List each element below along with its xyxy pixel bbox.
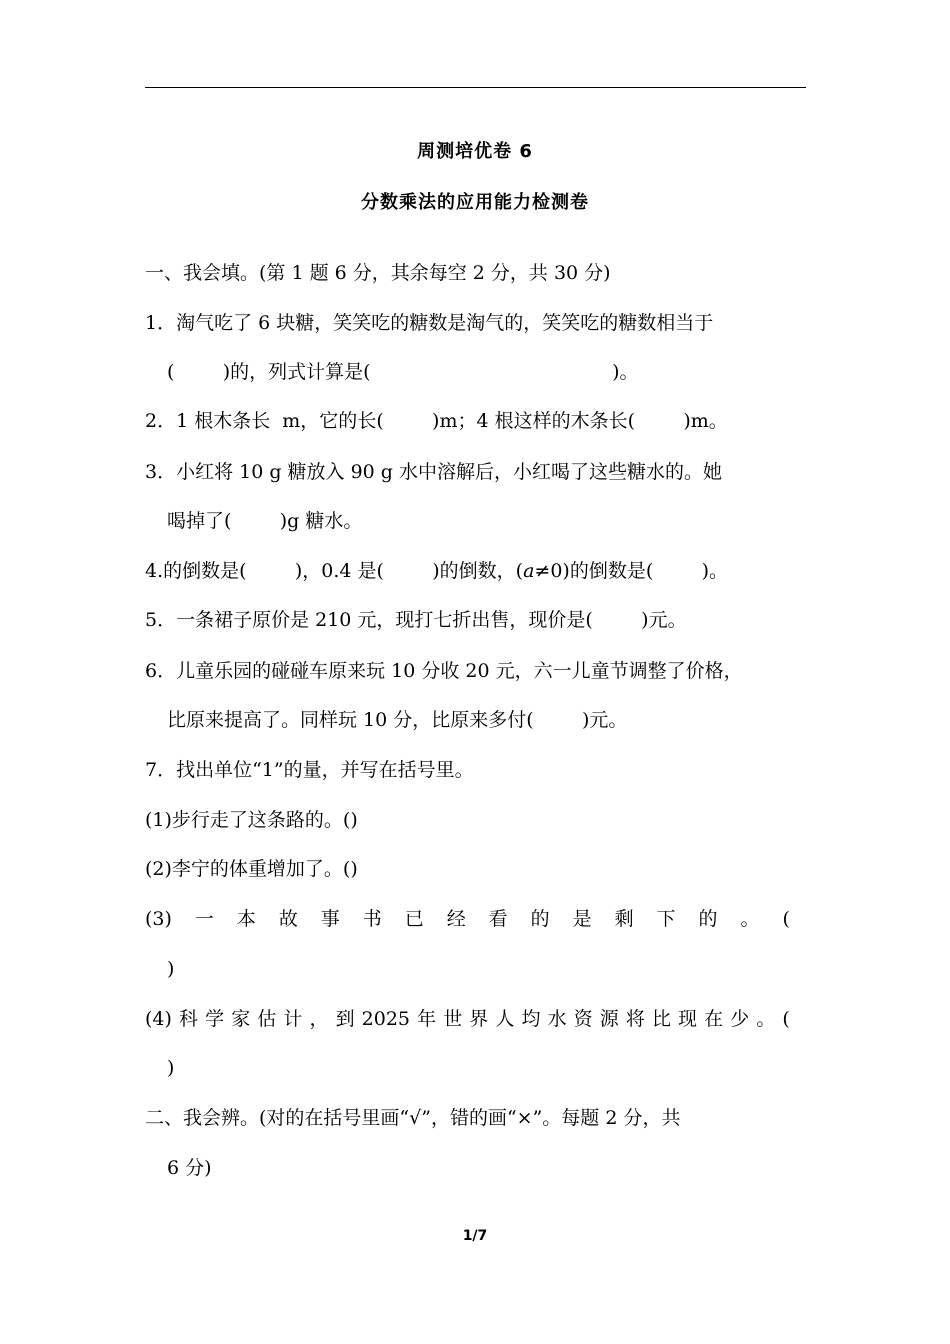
q7-part4-char: 家 <box>231 1008 251 1030</box>
q7-part4-char: ( <box>782 1008 790 1030</box>
q7-part3-char: 已 <box>404 908 424 930</box>
q7-part3-char: ( <box>782 908 790 930</box>
q4-variable: a <box>523 560 535 582</box>
q4 <box>145 559 728 583</box>
q7-part4-char: 2025 <box>361 1008 411 1030</box>
q7-part4-char: 在 <box>704 1008 724 1030</box>
q7-part3-line1 <box>145 907 790 931</box>
section2-heading-line1: 二、我会辨。(对的在括号里画“√”，错的画“×”。每题 2 分，共 <box>145 1107 681 1129</box>
q7-part4-char: 水 <box>547 1008 567 1030</box>
q7-part4-line2: ) <box>167 1057 175 1079</box>
q7-part3-char: 剩 <box>614 908 634 930</box>
page-number: 1/7 <box>462 1228 488 1244</box>
q2: 2．1 根木条长 m，它的长( )m；4 根这样的木条长( )m。 <box>145 410 728 432</box>
q7-part4-char: 估 <box>257 1008 277 1030</box>
q7-part4-char: 比 <box>651 1008 671 1030</box>
q7-part4-char: 源 <box>599 1008 619 1030</box>
q3-line2: 喝掉了( )g 糖水。 <box>167 510 363 532</box>
q6-line1: 6．儿童乐园的碰碰车原来玩 10 分收 20 元，六一儿童节调整了价格， <box>145 660 743 682</box>
q7-part4-char: 科 <box>179 1008 199 1030</box>
q7-part3-line2: ) <box>167 958 175 980</box>
q7-part4-char: 资 <box>573 1008 593 1030</box>
q7-part3-char: (3) <box>145 908 172 930</box>
q7-part4-line1 <box>145 1007 790 1031</box>
q7-part4-char: 少 <box>730 1008 750 1030</box>
q7-part1: (1)步行走了这条路的。() <box>145 809 358 831</box>
page-subtitle: 分数乘法的应用能力检测卷 <box>361 192 589 213</box>
q7-part4-char: 界 <box>469 1008 489 1030</box>
q7-part3-char: 一 <box>194 908 214 930</box>
q7-part4-char: 年 <box>417 1008 437 1030</box>
q7-part3-char: 。 <box>740 908 760 930</box>
q6-line2: 比原来提高了。同样玩 10 分，比原来多付( )元。 <box>167 709 628 731</box>
q7-part4-char: 将 <box>625 1008 645 1030</box>
q7-part3-char: 的 <box>698 908 718 930</box>
q7-part2: (2)李宁的体重增加了。() <box>145 858 358 880</box>
section1-heading: 一、我会填。(第 1 题 6 分，其余每空 2 分，共 30 分) <box>145 262 611 284</box>
q7-part3-char: 本 <box>236 908 256 930</box>
q7-part3-char: 事 <box>320 908 340 930</box>
q7-part4-char: 。 <box>756 1008 776 1030</box>
section2-heading-line2: 6 分) <box>167 1157 212 1179</box>
q7-part4-char: 现 <box>678 1008 698 1030</box>
q7-part3-char: 的 <box>530 908 550 930</box>
q7-part3-char: 下 <box>656 908 676 930</box>
header-rule <box>145 87 806 88</box>
q7-part4-char: 学 <box>205 1008 225 1030</box>
q4-part1: 4.的倒数是( )，0.4 是( )的倒数，( <box>145 560 524 582</box>
q7-part4-char: (4) <box>145 1008 172 1030</box>
q7-part3-char: 书 <box>362 908 382 930</box>
q1-line1: 1．淘气吃了 6 块糖，笑笑吃的糖数是淘气的，笑笑吃的糖数相当于 <box>145 312 714 334</box>
q3-line1: 3．小红将 10 g 糖放入 90 g 水中溶解后，小红喝了这些糖水的。她 <box>145 461 723 483</box>
q7-part3-char: 故 <box>278 908 298 930</box>
q7-part4-char: 到 <box>335 1008 355 1030</box>
q4-part2: ≠0)的倒数是( )。 <box>534 560 728 582</box>
page-title: 周测培优卷 6 <box>417 141 533 162</box>
q1-line2: ( )的，列式计算是( )。 <box>167 361 639 383</box>
q7-part4-char: 均 <box>521 1008 541 1030</box>
q7-stem: 7．找出单位“1”的量，并写在括号里。 <box>145 759 474 781</box>
q7-part4-char: 人 <box>495 1008 515 1030</box>
q7-part4-char: 世 <box>443 1008 463 1030</box>
q7-part4-char: ， <box>309 1008 329 1030</box>
q5: 5．一条裙子原价是 210 元，现打七折出售，现价是( )元。 <box>145 609 687 631</box>
q7-part3-char: 是 <box>572 908 592 930</box>
q7-part3-char: 经 <box>446 908 466 930</box>
q7-part4-char: 计 <box>283 1008 303 1030</box>
q7-part3-char: 看 <box>488 908 508 930</box>
